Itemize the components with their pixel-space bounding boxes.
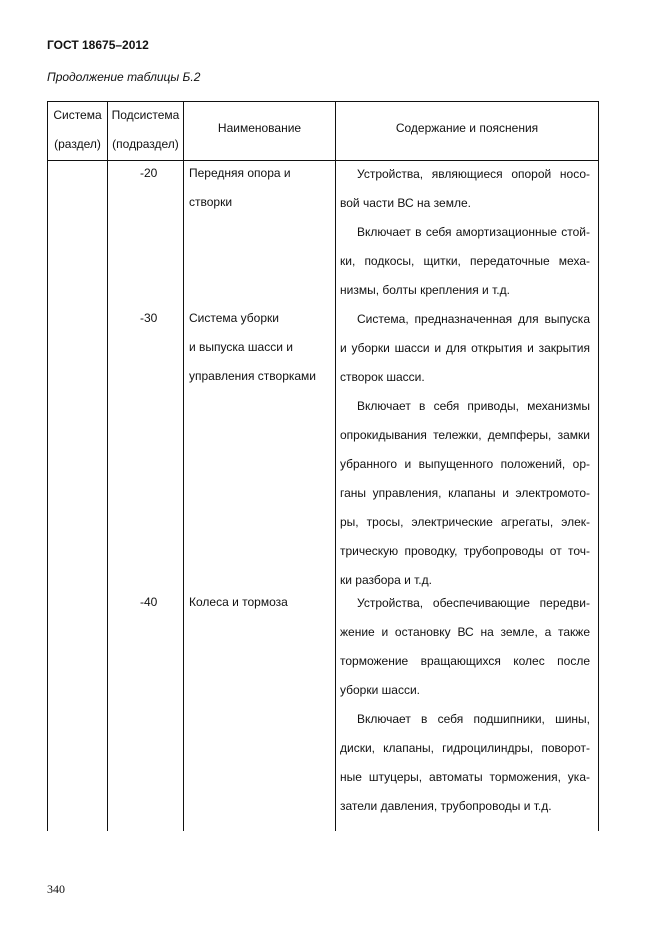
document-code: ГОСТ 18675–2012 [47, 38, 149, 52]
content-line: убранного и выпущенного положений, ор- [340, 457, 590, 471]
row-name [189, 159, 291, 217]
name-line: Колеса и тормоза [189, 595, 288, 609]
header-divider [47, 160, 599, 161]
classification-table [47, 101, 599, 831]
name-line: Система уборки [189, 311, 279, 325]
content-line: створок шасси. [340, 370, 425, 384]
content-line: Устройства, являющиеся опорой носо- [357, 167, 590, 181]
content-line: Включает в себя приводы, механизмы [357, 399, 590, 413]
header-system-line1: Система [53, 108, 102, 122]
header-system-line2: (раздел) [54, 137, 101, 151]
content-line: трическую проводку, трубопроводы от точ- [340, 544, 590, 558]
table-border-left [47, 101, 48, 831]
content-line: ры, тросы, электрические агрегаты, элек- [340, 515, 590, 529]
content-line: ки, подкосы, щитки, передаточные меха- [340, 254, 590, 268]
header-subsystem-line1: Подсистема [111, 108, 180, 122]
content-line: вой части ВС на земле. [340, 196, 471, 210]
content-line: торможение вращающихся колес после [340, 654, 590, 668]
content-line: затели давления, трубопроводы и т.д. [340, 799, 552, 813]
table-border-right [598, 101, 599, 831]
content-line: и уборки шасси и для открытия и закрытия [340, 341, 590, 355]
name-line: створки [189, 195, 233, 209]
content-line: жение и остановку ВС на земле, а также [340, 625, 590, 639]
content-line: ки разбора и т.д. [340, 573, 432, 587]
row-name [189, 588, 288, 617]
content-line: Устройства, обеспечивающие передви- [357, 596, 590, 610]
column-divider-3 [335, 101, 336, 831]
content-line: уборки шасси. [340, 683, 420, 697]
header-subsystem [108, 101, 183, 159]
content-line: опрокидывания тележки, демпферы, замки [340, 428, 590, 442]
header-system [48, 101, 107, 159]
content-line: ганы управления, клапаны и электромото- [340, 486, 590, 500]
row-name [189, 304, 316, 391]
row-code: -40 [140, 595, 158, 609]
content-line: ные штуцеры, автоматы торможения, ука- [340, 770, 590, 784]
content-line: Включает в себя подшипники, шины, [357, 712, 590, 726]
header-name: Наименование [217, 121, 302, 135]
content-line: Система, предназначенная для выпуска [357, 312, 590, 326]
content-line: низмы, болты крепления и т.д. [340, 283, 510, 297]
content-line: диски, клапаны, гидроцилиндры, поворот- [340, 741, 590, 755]
name-line: Передняя опора и [189, 166, 291, 180]
row-code: -30 [140, 311, 158, 325]
header-subsystem-line2: (подраздел) [112, 137, 179, 151]
name-line: и выпуска шасси и [189, 340, 293, 354]
header-content: Содержание и пояснения [395, 121, 539, 135]
column-divider-2 [183, 101, 184, 831]
row-code: -20 [140, 166, 158, 180]
column-divider-1 [107, 101, 108, 831]
content-line: Включает в себя амортизационные стой- [357, 225, 590, 239]
page-number: 340 [47, 882, 65, 896]
table-continuation-caption: Продолжение таблицы Б.2 [47, 70, 201, 84]
name-line: управления створками [189, 369, 317, 383]
